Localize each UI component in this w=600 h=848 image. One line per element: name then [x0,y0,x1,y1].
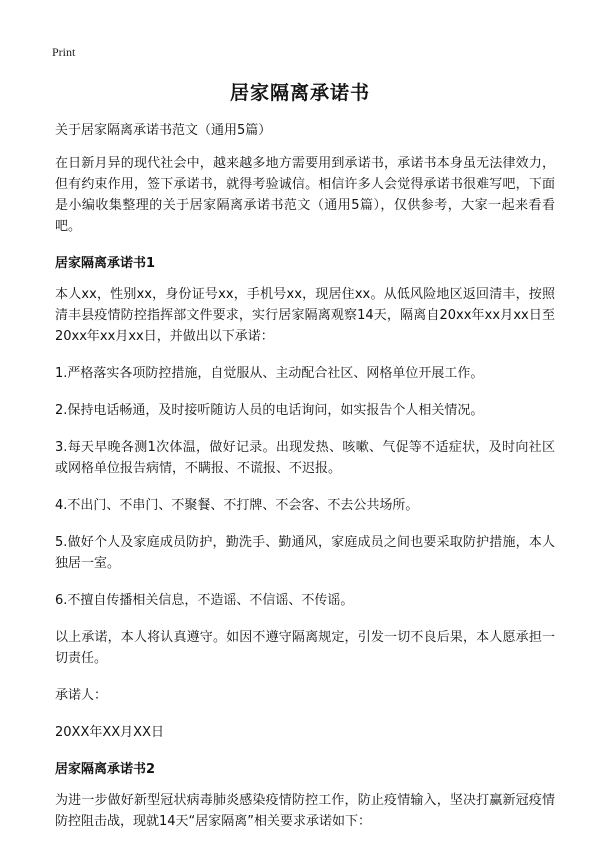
section-heading-2: 居家隔离承诺书2 [55,762,156,777]
section2-opening: 为进一步做好新型冠状病毒肺炎感染疫情防控工作，防止疫情输入，坚决打赢新冠疫情防控阻击战，现就14天“居家隔离”相关要求承诺如下： [55,793,555,829]
document-title: 居家隔离承诺书 [229,82,370,104]
commitment-item-5: 5.做好个人及家庭成员防护，勤洗手、勤通风，家庭成员之间也要采取防护措施，本人独居一室。 [55,535,555,571]
commitment-item-2: 2.保持电话畅通，及时接听随访人员的电话询问，如实报告个人相关情况。 [55,403,484,418]
commitment-item-4: 4.不出门、不串门、不聚餐、不打牌、不会客、不去公共场所。 [55,498,419,513]
commitment-item-6: 6.不擅自传播相关信息，不造谣、不信谣、不传谣。 [55,593,354,608]
intro-paragraph: 在日新月异的现代社会中，越来越多地方需要用到承诺书，承诺书本身虽无法律效力，但有约束作用，签下承诺书，就得考验诚信。相信许多人会觉得承诺书很难写吧，下面是小编收集整理的关于居家隔离承诺书范文（通用5篇），仅供参考，大家一起来看看吧。 [55,156,555,234]
section1-opening: 本人xx，性别xx，身份证号xx，手机号xx，现居住xx。从低风险地区返回清丰，按照清丰县疫情防控指挥部文件要求，实行居家隔离观察14天，隔离自20xx年xx月xx日至20xx年xx月xx日，并做出以下承诺： [55,287,555,344]
commitment-item-3: 3.每天早晚各测1次体温，做好记录。出现发热、咳嗽、气促等不适症状，及时向社区或网格单位报告病情，不瞒报、不谎报、不迟报。 [55,440,555,476]
document-subtitle: 关于居家隔离承诺书范文（通用5篇） [55,123,272,138]
sign-date: 20XX年XX月XX日 [55,725,164,740]
print-label[interactable]: Print [52,45,76,59]
commitment-item-1: 1.严格落实各项防控措施，自觉服从、主动配合社区、网格单位开展工作。 [55,366,484,381]
signer-label: 承诺人： [55,688,108,703]
document-body [55,120,555,848]
section1-closing: 以上承诺，本人将认真遵守。如因不遵守隔离规定，引发一切不良后果，本人愿承担一切责任。 [55,630,555,666]
section-heading-1: 居家隔离承诺书1 [55,256,156,271]
